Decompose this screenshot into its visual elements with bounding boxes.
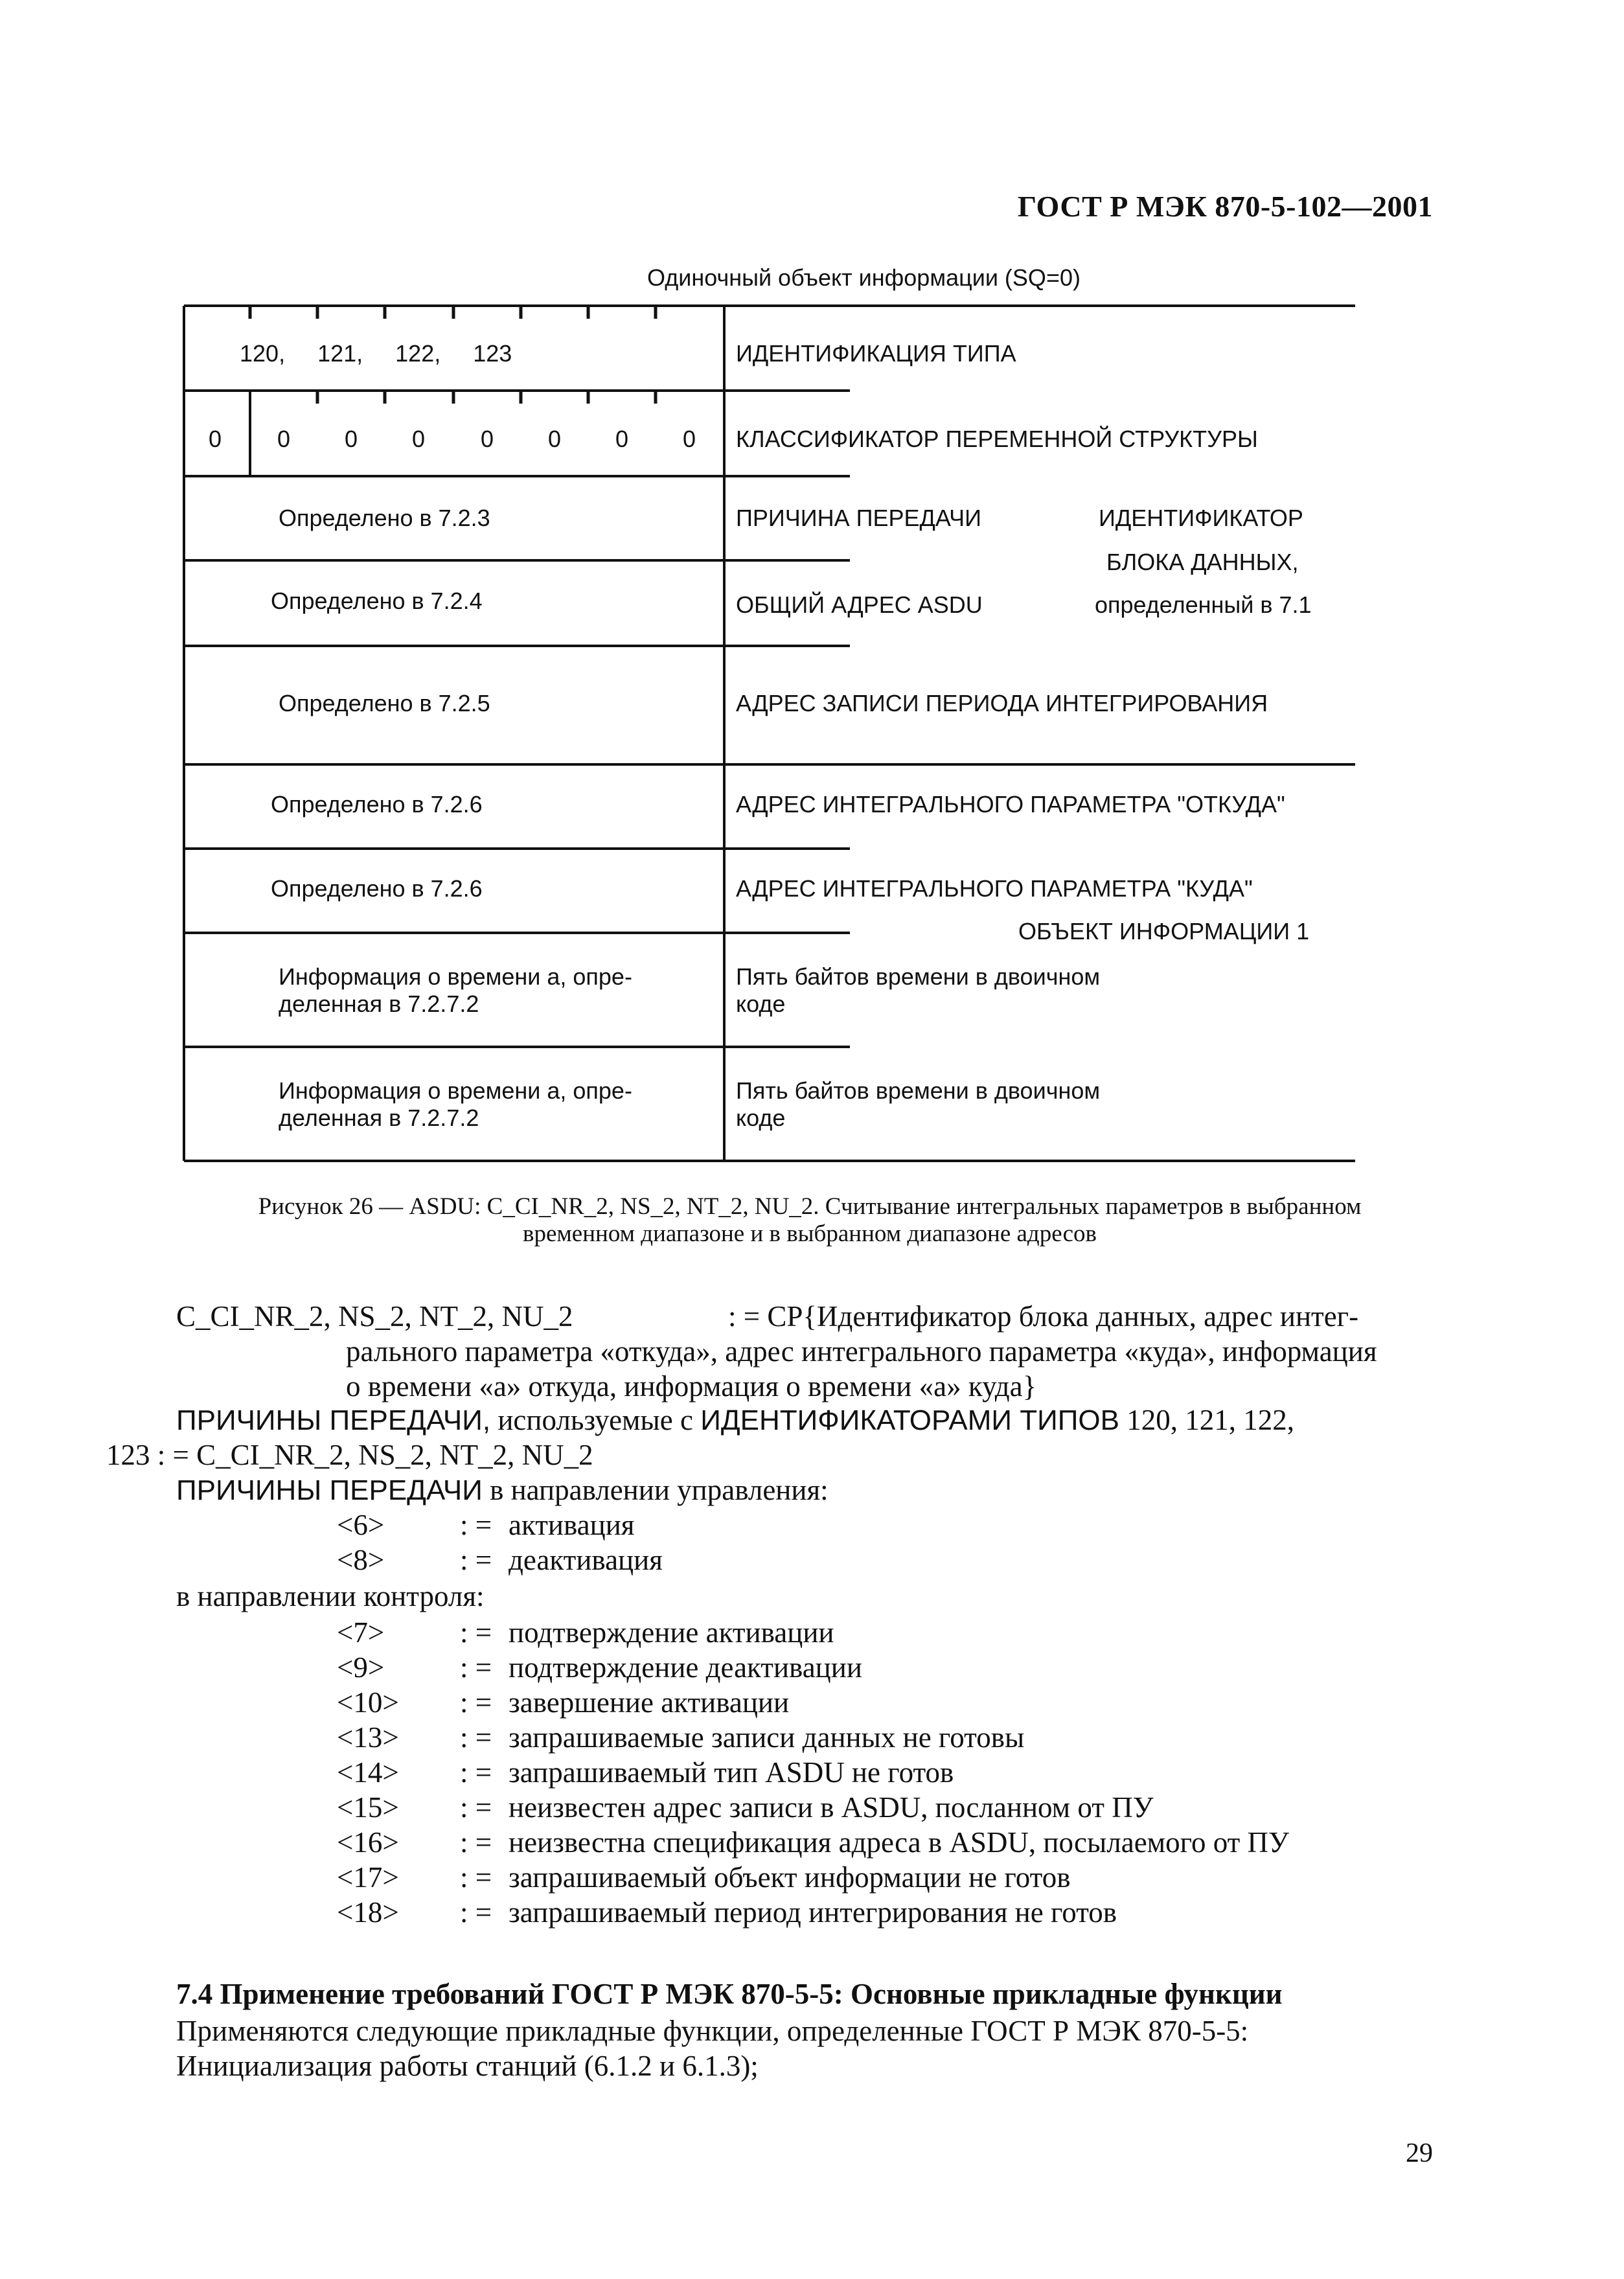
vsq-bit: 0 <box>277 426 291 452</box>
row-from-addr-value: Определено в 7.2.6 <box>271 791 483 818</box>
monitor-list <box>337 1615 1438 1939</box>
cot-code: <9> <box>337 1651 385 1684</box>
type-id-bit-ticks <box>250 306 656 319</box>
cot-text: неизвестен адрес записи в ASDU, посланном от ПУ <box>509 1791 1154 1824</box>
cot-sep: : = <box>460 1791 492 1824</box>
vsq-sq-bit: 0 <box>209 426 222 452</box>
section-title: 7.4 Применение требований ГОСТ Р МЭК 870-5-5: Основные прикладные функции <box>176 1978 1283 2010</box>
definition-lhs: C_CI_NR_2, NS_2, NT_2, NU_2 <box>176 1300 573 1333</box>
reasons-text: 120, 121, 122, <box>1119 1404 1294 1436</box>
cot-sep: : = <box>460 1616 492 1649</box>
definition-line: рального параметра «откуда», адрес интегрального параметра «куда», информация <box>346 1335 1377 1368</box>
section-line: Применяются следующие прикладные функции, определенные ГОСТ Р МЭК 870-5-5: <box>176 2015 1249 2047</box>
vsq-bit: 0 <box>481 426 494 452</box>
figure-caption <box>117 1193 1503 1248</box>
cot-code: <7> <box>337 1616 385 1649</box>
row-time-a-2-line2: деленная в 7.2.7.2 <box>279 1105 479 1131</box>
label-time-1-line1: Пять байтов времени в двоичном <box>736 963 1101 990</box>
control-tail: в направлении управления: <box>482 1474 829 1506</box>
section-line: Инициализация работы станций (6.1.2 и 6.1.3); <box>176 2050 759 2082</box>
figure-title: Одиночный объект информации (SQ=0) <box>647 264 1081 291</box>
cot-code: <17> <box>337 1861 399 1894</box>
cot-text: запрашиваемый объект информации не готов <box>509 1861 1071 1894</box>
cot-text: подтверждение активации <box>509 1616 834 1649</box>
label-to-addr: АДРЕС ИНТЕГРАЛЬНОГО ПАРАМЕТРА "КУДА" <box>736 875 1253 902</box>
label-duid-line1: ИДЕНТИФИКАТОР <box>1099 505 1303 531</box>
vsq-bit: 0 <box>615 426 629 452</box>
row-record-addr-value: Определено в 7.2.5 <box>279 690 490 716</box>
vsq-bit: 0 <box>548 426 562 452</box>
cot-text: запрашиваемый период интегрирования не готов <box>509 1896 1117 1929</box>
cot-code: <14> <box>337 1756 399 1789</box>
vsq-bits <box>277 426 696 452</box>
cot-text: запрашиваемый тип ASDU не готов <box>509 1756 954 1789</box>
caption-line: Рисунок 26 — ASDU: C_CI_NR_2, NS_2, NT_2, NU_2. Считывание интегральных параметров в выбранном <box>258 1193 1362 1220</box>
row-time-a-2-line1: Информация о времени а, опре- <box>279 1077 632 1104</box>
reasons-caps: ПРИЧИНЫ ПЕРЕДАЧИ, <box>176 1404 491 1436</box>
vsq-bit: 0 <box>345 426 358 452</box>
label-time-1-line2: коде <box>736 991 786 1017</box>
vsq-bit-ticks <box>317 391 656 404</box>
cot-text: подтверждение деактивации <box>509 1651 862 1684</box>
row-time-a-1-line1: Информация о времени а, опре- <box>279 963 632 990</box>
row-cot-value: Определено в 7.2.3 <box>279 505 490 531</box>
cot-sep: : = <box>460 1509 492 1541</box>
cot-code: <10> <box>337 1686 399 1719</box>
label-type-id: ИДЕНТИФИКАЦИЯ ТИПА <box>736 340 1016 367</box>
cot-sep: : = <box>460 1896 492 1929</box>
cot-code: <15> <box>337 1791 399 1824</box>
cot-code: <6> <box>337 1509 385 1541</box>
cot-text: запрашиваемые записи данных не готовы <box>509 1721 1025 1754</box>
label-duid-line2: БЛОКА ДАННЫХ, <box>1106 549 1299 575</box>
row-common-addr-value: Определено в 7.2.4 <box>271 588 483 614</box>
label-common-addr: ОБЩИЙ АДРЕС ASDU <box>736 591 983 618</box>
cot-code: <8> <box>337 1544 385 1576</box>
cot-text: деактивация <box>509 1544 663 1576</box>
cot-text: завершение активации <box>509 1686 790 1719</box>
type-id-values: 120, 121, 122, 123 <box>240 340 512 367</box>
cot-code: <13> <box>337 1721 399 1754</box>
cot-sep: : = <box>460 1686 492 1719</box>
caption-line: временном диапазоне и в выбранном диапазоне адресов <box>523 1220 1097 1247</box>
definition-rhs: : = CP{Идентификатор блока данных, адрес интег- <box>728 1300 1359 1333</box>
cot-code: <18> <box>337 1896 399 1929</box>
cot-sep: : = <box>460 1756 492 1789</box>
cot-text: неизвестна спецификация адреса в ASDU, посылаемого от ПУ <box>509 1826 1289 1859</box>
label-cot: ПРИЧИНА ПЕРЕДАЧИ <box>736 505 982 531</box>
label-duid-line3: определенный в 7.1 <box>1095 591 1312 618</box>
label-from-addr: АДРЕС ИНТЕГРАЛЬНОГО ПАРАМЕТРА "ОТКУДА" <box>736 791 1285 818</box>
cot-sep: : = <box>460 1721 492 1754</box>
vsq-bit: 0 <box>683 426 696 452</box>
definition-continuation <box>346 1334 1441 1404</box>
label-time-2-line2: коде <box>736 1105 786 1131</box>
cot-code: <16> <box>337 1826 399 1859</box>
monitor-heading: в направлении контроля: <box>176 1580 485 1612</box>
cot-sep: : = <box>460 1861 492 1894</box>
type-ids-caps: ИДЕНТИФИКАТОРАМИ ТИПОВ <box>700 1404 1119 1436</box>
definition-line: о времени «а» откуда, информация о времени «а» куда} <box>346 1370 1037 1403</box>
reasons-intro-line2: 123 : = C_CI_NR_2, NS_2, NT_2, NU_2 <box>106 1439 593 1471</box>
row-time-a-1-line2: деленная в 7.2.7.2 <box>279 991 479 1017</box>
label-record-addr: АДРЕС ЗАПИСИ ПЕРИОДА ИНТЕГРИРОВАНИЯ <box>736 690 1268 716</box>
cot-text: активация <box>509 1509 635 1541</box>
reasons-text: используемые с <box>490 1404 701 1436</box>
page-number: 29 <box>1406 2138 1433 2168</box>
label-time-2-line1: Пять байтов времени в двоичном <box>736 1077 1101 1104</box>
document-header: ГОСТ Р МЭК 870-5-102—2001 <box>1017 190 1433 223</box>
control-heading <box>176 1472 829 1508</box>
control-list <box>337 1507 1373 1579</box>
reasons-intro <box>176 1403 1294 1438</box>
cot-sep: : = <box>460 1651 492 1684</box>
control-caps: ПРИЧИНЫ ПЕРЕДАЧИ <box>176 1474 483 1506</box>
vsq-bit: 0 <box>412 426 426 452</box>
cot-sep: : = <box>460 1544 492 1576</box>
label-info-obj: ОБЪЕКТ ИНФОРМАЦИИ 1 <box>1018 918 1310 945</box>
cot-sep: : = <box>460 1826 492 1859</box>
label-vsq: КЛАССИФИКАТОР ПЕРЕМЕННОЙ СТРУКТУРЫ <box>736 426 1258 452</box>
row-to-addr-value: Определено в 7.2.6 <box>271 875 483 902</box>
